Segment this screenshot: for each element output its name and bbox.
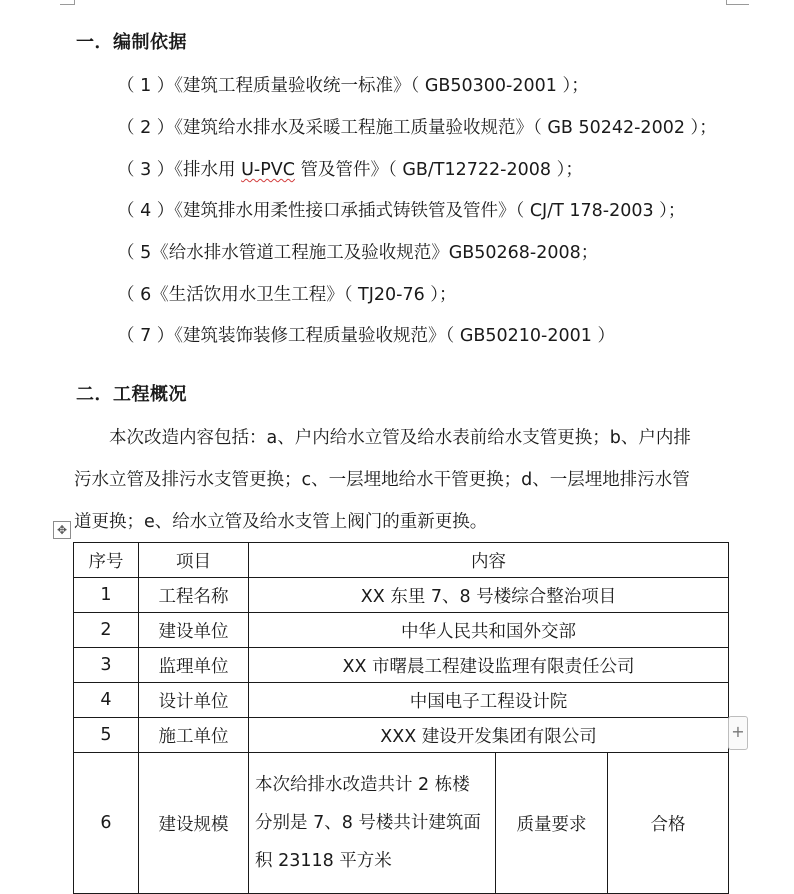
row-content: 中国电子工程设计院 — [249, 683, 729, 718]
row-item: 建设规模 — [139, 753, 249, 894]
reference-item-2: （ 2 ）《建筑给水排水及采暖工程施工质量验收规范》（ GB 50242-2002 ）； — [117, 118, 717, 138]
table-row — [74, 578, 729, 613]
project-overview-table — [73, 542, 729, 894]
add-column-icon[interactable]: + — [728, 716, 748, 750]
paragraph-line: 本次改造内容包括：a、户内给水立管及给水表前给水支管更换；b、户内排 — [74, 428, 691, 448]
table-row-scale — [74, 753, 729, 894]
row-content: XXX 建设开发集团有限公司 — [249, 718, 729, 753]
reference-item-5: （ 5《给水排水管道工程施工及验收规范》GB50268-2008； — [117, 243, 599, 263]
table-row — [74, 613, 729, 648]
header-cell-item: 项目 — [139, 543, 249, 578]
spellcheck-underline[interactable]: U-PVC — [241, 160, 295, 180]
row-content: 中华人民共和国外交部 — [249, 613, 729, 648]
scale-line: 本次给排水改造共计 2 栋楼 — [255, 775, 470, 795]
reference-item-3 — [117, 156, 583, 181]
page-corner-mark-left — [60, 0, 75, 5]
row-item: 工程名称 — [139, 578, 249, 613]
reference-item-4: （ 4 ）《建筑排水用柔性接口承插式铸铁管及管件》（ CJ/T 178-2003 ）； — [117, 201, 686, 221]
scale-line: 分别是 7、8 号楼共计建筑面 — [255, 813, 481, 833]
table-move-handle-icon[interactable]: ✥ — [53, 521, 71, 539]
row-number: 4 — [74, 683, 139, 718]
quality-value: 合格 — [608, 753, 729, 894]
reference-item-3-part1: （ 3 ）《排水用 — [117, 160, 242, 180]
table-row — [74, 718, 729, 753]
scale-description — [249, 753, 496, 894]
row-content: XX 市曙晨工程建设监理有限责任公司 — [249, 648, 729, 683]
header-cell-no: 序号 — [74, 543, 139, 578]
row-content: XX 东里 7、8 号楼综合整治项目 — [249, 578, 729, 613]
reference-item-3-part2: 管及管件》（ GB/T12722-2008 ）； — [294, 160, 583, 180]
paragraph-line: 污水立管及排污水支管更换；c、一层埋地给水干管更换；d、一层埋地排污水管 — [74, 470, 690, 490]
row-item: 建设单位 — [139, 613, 249, 648]
table-header-row — [74, 543, 729, 578]
row-number: 5 — [74, 718, 139, 753]
row-item: 设计单位 — [139, 683, 249, 718]
row-item: 施工单位 — [139, 718, 249, 753]
row-item: 监理单位 — [139, 648, 249, 683]
table-row — [74, 648, 729, 683]
scale-line: 积 23118 平方米 — [255, 851, 392, 871]
paragraph-line: 道更换；e、给水立管及给水支管上阀门的重新更换。 — [74, 512, 488, 532]
section-heading-overview: 二．工程概况 — [76, 384, 187, 405]
reference-item-1: （ 1 ）《建筑工程质量验收统一标准》（ GB50300-2001 ）； — [117, 76, 589, 96]
overview-paragraph — [74, 417, 730, 543]
row-number: 1 — [74, 578, 139, 613]
header-cell-content: 内容 — [249, 543, 729, 578]
row-number: 6 — [74, 753, 139, 894]
page-corner-mark-right — [726, 0, 749, 5]
row-number: 3 — [74, 648, 139, 683]
section-heading-basis: 一．编制依据 — [76, 32, 187, 53]
reference-item-6: （ 6《生活饮用水卫生工程》（ TJ20-76 ）； — [117, 285, 457, 305]
reference-item-7: （ 7 ）《建筑装饰装修工程质量验收规范》（ GB50210-2001 ） — [117, 326, 615, 346]
row-number: 2 — [74, 613, 139, 648]
table-row — [74, 683, 729, 718]
quality-label: 质量要求 — [496, 753, 608, 894]
